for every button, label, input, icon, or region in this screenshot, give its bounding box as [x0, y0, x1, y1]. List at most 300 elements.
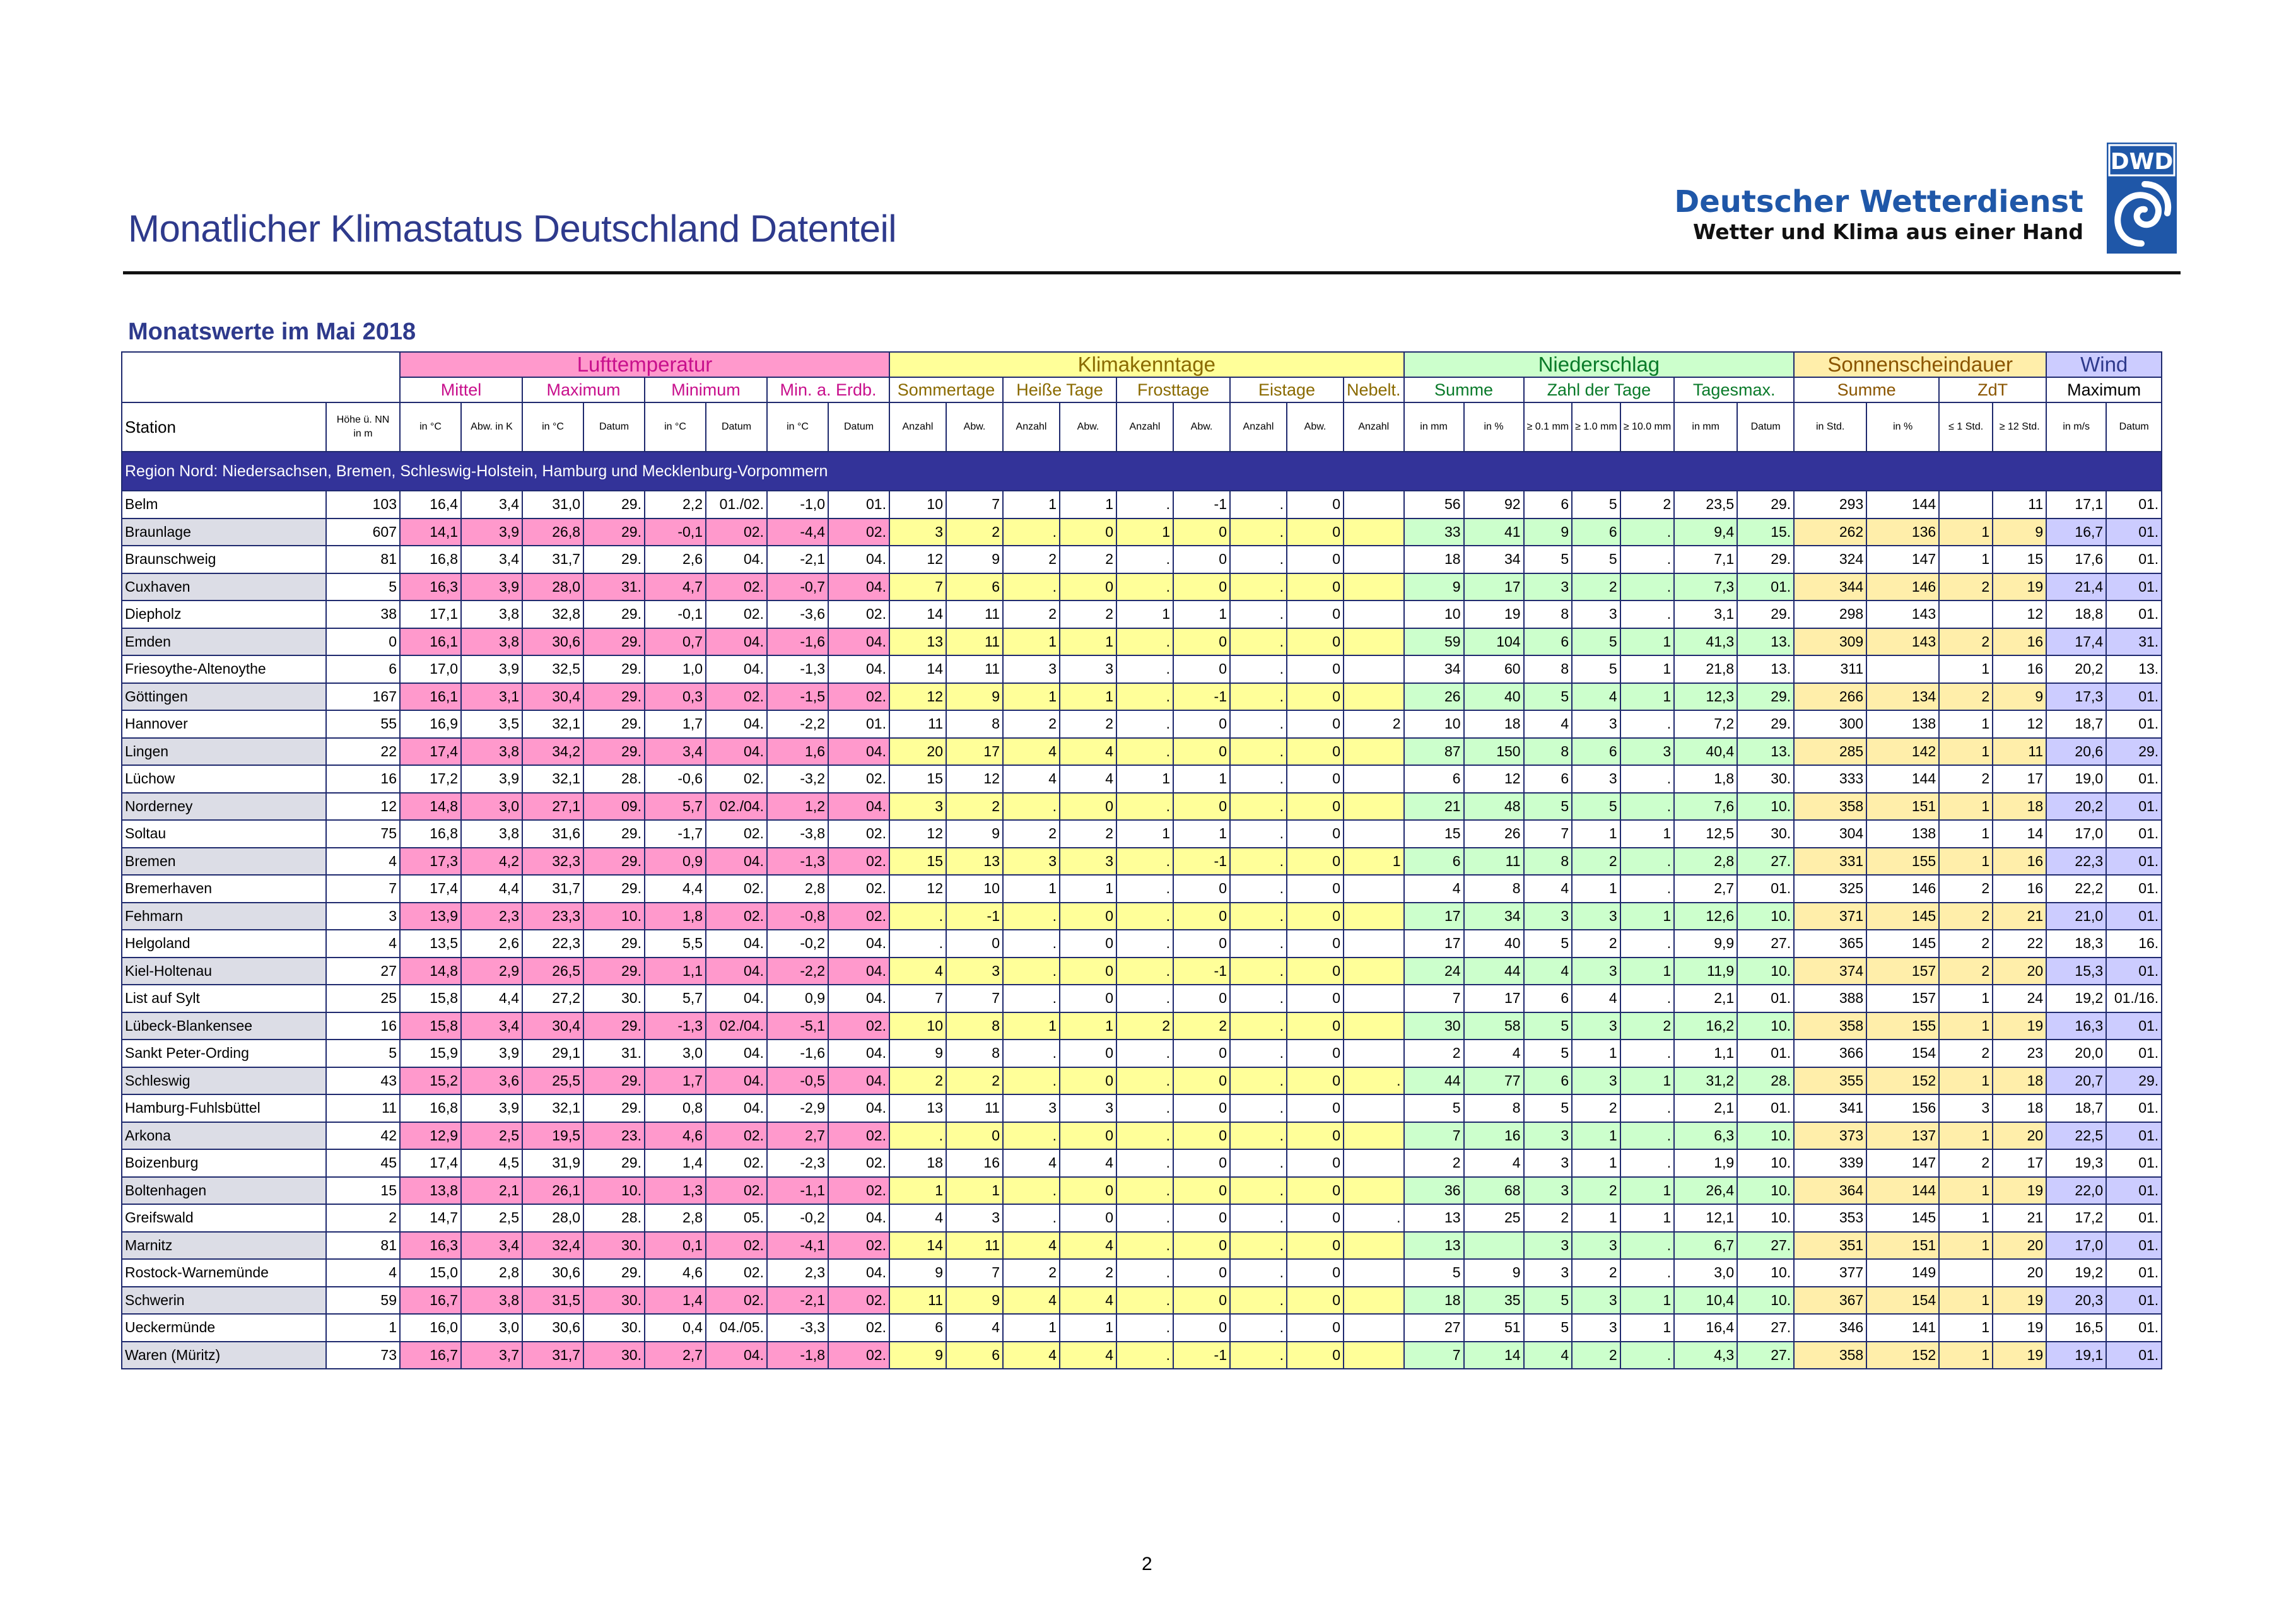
data-cell: -1	[1173, 683, 1230, 711]
data-cell: 5	[1524, 1040, 1573, 1067]
data-cell: 1	[1620, 1314, 1674, 1342]
data-cell: 1	[1620, 1067, 1674, 1095]
data-cell: 22	[1993, 930, 2046, 958]
data-cell: 34	[1464, 903, 1524, 930]
data-cell: 3,0	[645, 1040, 706, 1067]
data-cell: 29.	[583, 1259, 645, 1287]
data-cell	[1866, 655, 1939, 683]
data-cell: 02.	[828, 1149, 889, 1177]
data-cell: 4	[1524, 875, 1573, 903]
data-cell: -3,3	[767, 1314, 828, 1342]
data-cell: 1	[1173, 820, 1230, 848]
data-cell: 0	[1173, 1259, 1230, 1287]
data-cell: 3,9	[461, 519, 522, 546]
data-cell: 2,1	[1674, 985, 1737, 1012]
data-cell: 17	[1464, 573, 1524, 601]
data-cell: .	[1620, 573, 1674, 601]
data-cell: 04.	[828, 1259, 889, 1287]
data-cell: 2	[1620, 1012, 1674, 1040]
data-cell: 16,8	[400, 820, 461, 848]
data-cell: 24	[1993, 985, 2046, 1012]
data-cell	[1344, 875, 1404, 903]
data-cell: 02.	[706, 820, 767, 848]
data-cell: .	[1116, 1287, 1173, 1315]
data-cell: 134	[1866, 683, 1939, 711]
subgroup-maximum: Maximum	[522, 377, 645, 402]
data-cell: 04.	[828, 628, 889, 656]
data-cell: 1	[1173, 601, 1230, 628]
data-cell: 01.	[2106, 903, 2162, 930]
data-cell: 2,6	[461, 930, 522, 958]
data-cell: 1	[1939, 1067, 1993, 1095]
data-cell: 41,3	[1674, 628, 1737, 656]
data-cell: 30.	[1737, 820, 1794, 848]
data-cell: 7,3	[1674, 573, 1737, 601]
data-cell: 28.	[583, 1204, 645, 1232]
data-cell: 1	[1939, 1177, 1993, 1205]
data-cell: 10.	[1737, 1122, 1794, 1150]
table-row	[122, 875, 2162, 903]
data-cell: 32,8	[522, 601, 583, 628]
data-cell: -5,1	[767, 1012, 828, 1040]
data-cell: 10.	[1737, 1259, 1794, 1287]
data-cell: 7	[946, 491, 1003, 519]
data-cell: 143	[1866, 601, 1939, 628]
table-row	[122, 573, 2162, 601]
data-cell: -1	[1173, 848, 1230, 876]
data-cell: 92	[1464, 491, 1524, 519]
station-name: Arkona	[122, 1122, 326, 1150]
data-cell: 2	[1939, 683, 1993, 711]
unit-header-cell: Datum	[706, 402, 767, 452]
station-height: 59	[326, 1287, 400, 1315]
data-cell: -0,2	[767, 1204, 828, 1232]
data-cell: 0	[1173, 1040, 1230, 1067]
data-cell: 01.	[2106, 958, 2162, 985]
station-name: Lingen	[122, 738, 326, 766]
data-cell: 144	[1866, 765, 1939, 793]
data-cell: .	[1230, 1094, 1287, 1122]
data-cell: 0	[1173, 1232, 1230, 1260]
station-name: Waren (Müritz)	[122, 1342, 326, 1369]
data-cell: .	[1230, 1040, 1287, 1067]
subgroup-sommertage: Sommertage	[889, 377, 1003, 402]
data-cell: 10.	[1737, 903, 1794, 930]
data-cell: 12	[889, 546, 946, 573]
data-cell: 1	[1572, 1149, 1620, 1177]
data-cell: .	[1116, 655, 1173, 683]
unit-header-cell: ≥ 1.0 mm	[1572, 402, 1620, 452]
data-cell: 1	[889, 1177, 946, 1205]
data-cell: 1	[1003, 683, 1060, 711]
data-cell: -1,0	[767, 491, 828, 519]
data-cell: 3,4	[461, 546, 522, 573]
data-cell: 0	[1173, 930, 1230, 958]
data-cell: 355	[1794, 1067, 1866, 1095]
station-height: 15	[326, 1177, 400, 1205]
data-cell: -3,8	[767, 820, 828, 848]
data-cell: .	[1620, 1149, 1674, 1177]
data-cell: 6	[946, 1342, 1003, 1369]
data-cell: 18	[1993, 1067, 2046, 1095]
station-height: 1	[326, 1314, 400, 1342]
data-cell: 0	[1060, 958, 1116, 985]
data-cell: 3,9	[461, 573, 522, 601]
data-cell: .	[1620, 1094, 1674, 1122]
data-cell: .	[1116, 875, 1173, 903]
table-row	[122, 601, 2162, 628]
data-cell: 0	[1287, 1040, 1344, 1067]
table-row	[122, 1314, 2162, 1342]
data-cell: 1,7	[645, 1067, 706, 1095]
data-cell: .	[1230, 1067, 1287, 1095]
table-row	[122, 1232, 2162, 1260]
data-cell	[1344, 1122, 1404, 1150]
data-cell: 4,3	[1674, 1342, 1737, 1369]
data-cell: 5,7	[645, 985, 706, 1012]
data-cell: .	[1620, 848, 1674, 876]
data-cell: 13	[946, 848, 1003, 876]
station-name: Schwerin	[122, 1287, 326, 1315]
data-cell: .	[1116, 1122, 1173, 1150]
data-cell: 29.	[583, 930, 645, 958]
data-cell: 12	[1993, 710, 2046, 738]
data-cell: 14	[889, 601, 946, 628]
unit-header-cell: Abw.	[1287, 402, 1344, 452]
data-cell: 14,8	[400, 958, 461, 985]
data-cell: 20,6	[2046, 738, 2106, 766]
data-cell: .	[1116, 683, 1173, 711]
data-cell: .	[1230, 1204, 1287, 1232]
data-cell: 7	[1404, 985, 1464, 1012]
data-cell: 0	[1173, 903, 1230, 930]
station-height: 5	[326, 1040, 400, 1067]
table-row	[122, 765, 2162, 793]
data-cell: 9	[889, 1259, 946, 1287]
data-cell: -2,2	[767, 710, 828, 738]
data-cell: 13.	[1737, 655, 1794, 683]
data-cell: 6	[1524, 491, 1573, 519]
data-cell: 4,4	[461, 985, 522, 1012]
data-cell: .	[1230, 1177, 1287, 1205]
data-cell: 17	[946, 738, 1003, 766]
data-cell: 152	[1866, 1342, 1939, 1369]
data-cell	[1344, 793, 1404, 821]
data-cell: 3	[946, 1204, 1003, 1232]
data-cell: 0	[1287, 793, 1344, 821]
data-cell: 16,1	[400, 683, 461, 711]
data-cell: 0	[1287, 710, 1344, 738]
data-cell: 155	[1866, 1012, 1939, 1040]
data-cell: -0,8	[767, 903, 828, 930]
station-name: Marnitz	[122, 1232, 326, 1260]
data-cell: 12,6	[1674, 903, 1737, 930]
data-cell: -0,7	[767, 573, 828, 601]
data-cell: 3	[1524, 1177, 1573, 1205]
data-cell	[1344, 820, 1404, 848]
data-cell: 33	[1404, 519, 1464, 546]
station-height: 81	[326, 546, 400, 573]
data-cell: 16,9	[400, 710, 461, 738]
data-cell: 32,1	[522, 1094, 583, 1122]
data-cell: 13	[1404, 1232, 1464, 1260]
data-cell: 5	[1572, 491, 1620, 519]
data-cell	[1344, 546, 1404, 573]
data-cell: 4	[1003, 765, 1060, 793]
climate-table	[121, 351, 2162, 1369]
data-cell: 4	[1524, 1342, 1573, 1369]
data-cell: .	[1116, 710, 1173, 738]
data-cell: .	[1620, 546, 1674, 573]
data-cell: 136	[1866, 519, 1939, 546]
data-cell: 04.	[828, 985, 889, 1012]
data-cell: 26,1	[522, 1177, 583, 1205]
data-cell: 1	[1620, 655, 1674, 683]
data-cell: 3,4	[645, 738, 706, 766]
data-cell: 17	[1993, 1149, 2046, 1177]
data-cell: 2,7	[767, 1122, 828, 1150]
data-cell: 40	[1464, 683, 1524, 711]
data-cell: .	[1230, 655, 1287, 683]
data-cell: 27,2	[522, 985, 583, 1012]
data-cell: 15.	[1737, 519, 1794, 546]
data-cell: 10	[946, 875, 1003, 903]
data-cell: 01.	[1737, 985, 1794, 1012]
data-cell: 25	[1464, 1204, 1524, 1232]
data-cell: 1	[1620, 628, 1674, 656]
height-label-line1: Höhe ü. NN	[336, 414, 390, 425]
data-cell: 4	[1524, 958, 1573, 985]
data-cell: 377	[1794, 1259, 1866, 1287]
unit-header-cell: ≥ 12 Std.	[1993, 402, 2046, 452]
data-cell	[1344, 958, 1404, 985]
data-cell: 18	[1404, 1287, 1464, 1315]
station-height: 81	[326, 1232, 400, 1260]
data-cell: 30,4	[522, 1012, 583, 1040]
data-cell: 77	[1464, 1067, 1524, 1095]
data-cell: .	[1116, 491, 1173, 519]
data-cell: 20	[1993, 1232, 2046, 1260]
data-cell: 1	[1620, 1177, 1674, 1205]
data-cell: 12	[1464, 765, 1524, 793]
station-height: 4	[326, 930, 400, 958]
data-cell: -0,5	[767, 1067, 828, 1095]
data-cell	[1344, 985, 1404, 1012]
unit-header-cell: ≤ 1 Std.	[1939, 402, 1993, 452]
data-cell: 29.	[2106, 1067, 2162, 1095]
data-cell: 29.	[583, 546, 645, 573]
station-height: 11	[326, 1094, 400, 1122]
data-cell: .	[1344, 1067, 1404, 1095]
data-cell: 3,4	[461, 1012, 522, 1040]
data-cell: 28,0	[522, 1204, 583, 1232]
data-cell: 19,2	[2046, 985, 2106, 1012]
data-cell: 2	[1939, 903, 1993, 930]
data-cell: 7	[946, 985, 1003, 1012]
data-cell: 2	[1003, 1259, 1060, 1287]
data-cell: 17	[1404, 930, 1464, 958]
data-cell: 0	[1287, 848, 1344, 876]
data-cell: 02.	[828, 519, 889, 546]
data-cell: 17,2	[2046, 1204, 2106, 1232]
data-cell: 02.	[706, 875, 767, 903]
data-cell: 15	[889, 765, 946, 793]
data-cell: .	[1620, 793, 1674, 821]
data-cell: .	[1230, 573, 1287, 601]
data-cell: 10.	[1737, 958, 1794, 985]
station-height: 73	[326, 1342, 400, 1369]
data-cell: 1	[1939, 738, 1993, 766]
data-cell: 29.	[583, 820, 645, 848]
data-cell: .	[1116, 1259, 1173, 1287]
data-cell: 17	[1464, 985, 1524, 1012]
table-row	[122, 1287, 2162, 1315]
table-row	[122, 519, 2162, 546]
data-cell: 1,7	[645, 710, 706, 738]
data-cell: 0	[1173, 546, 1230, 573]
data-cell: 4	[1060, 738, 1116, 766]
data-cell: 4,6	[645, 1122, 706, 1150]
data-cell: .	[1003, 1040, 1060, 1067]
data-cell: 2	[1939, 958, 1993, 985]
station-height: 16	[326, 1012, 400, 1040]
data-cell: 17	[1404, 903, 1464, 930]
data-cell: 16,1	[400, 628, 461, 656]
data-cell: -4,4	[767, 519, 828, 546]
data-cell: 29.	[583, 655, 645, 683]
data-cell: -2,1	[767, 546, 828, 573]
data-cell: 30.	[583, 1287, 645, 1315]
data-cell: -1,8	[767, 1342, 828, 1369]
data-cell: 1	[1939, 1342, 1993, 1369]
data-cell: .	[1230, 1342, 1287, 1369]
data-cell: .	[1230, 875, 1287, 903]
data-cell: .	[1116, 1067, 1173, 1095]
data-cell: 26	[1404, 683, 1464, 711]
data-cell: 5	[1524, 1287, 1573, 1315]
data-cell: 9	[1464, 1259, 1524, 1287]
data-cell: 1	[1003, 628, 1060, 656]
data-cell: 27,1	[522, 793, 583, 821]
data-cell: 155	[1866, 848, 1939, 876]
data-cell: .	[1116, 1342, 1173, 1369]
data-cell: 04./05.	[706, 1314, 767, 1342]
data-cell: 11,9	[1674, 958, 1737, 985]
station-height: 607	[326, 519, 400, 546]
data-cell	[1344, 1177, 1404, 1205]
data-cell: 01.	[2106, 1012, 2162, 1040]
group-days: Klimakenntage	[889, 352, 1404, 377]
data-cell: 9	[946, 820, 1003, 848]
data-cell: 3	[1572, 601, 1620, 628]
data-cell: 7	[889, 985, 946, 1012]
data-cell: 156	[1866, 1094, 1939, 1122]
data-cell: .	[1230, 1012, 1287, 1040]
data-cell: 29.	[583, 601, 645, 628]
data-cell: .	[1003, 1122, 1060, 1150]
data-cell: 29.	[2106, 738, 2162, 766]
data-cell: 31,9	[522, 1149, 583, 1177]
data-cell: 11	[946, 1094, 1003, 1122]
data-cell: 6	[946, 573, 1003, 601]
data-cell: 2,8	[645, 1204, 706, 1232]
data-cell: 8	[1524, 738, 1573, 766]
subgroup-nebeltage: Nebelt.	[1344, 377, 1404, 402]
station-name: Emden	[122, 628, 326, 656]
data-cell: 0	[1287, 1259, 1344, 1287]
data-cell: 4	[1003, 1149, 1060, 1177]
data-cell: 10,4	[1674, 1287, 1737, 1315]
data-cell: 04.	[706, 1094, 767, 1122]
unit-header-cell: in %	[1866, 402, 1939, 452]
data-cell: 14	[889, 1232, 946, 1260]
data-cell: 152	[1866, 1067, 1939, 1095]
data-cell: 0	[1173, 1122, 1230, 1150]
data-cell: 1	[1572, 1204, 1620, 1232]
data-cell: 18,7	[2046, 1094, 2106, 1122]
data-cell: -4,1	[767, 1232, 828, 1260]
data-cell: 04.	[828, 546, 889, 573]
data-cell: 2	[1060, 601, 1116, 628]
data-cell: 4,4	[461, 875, 522, 903]
data-cell: 1	[1116, 601, 1173, 628]
data-cell: 2	[1572, 1094, 1620, 1122]
subgroup-zdt: ZdT	[1939, 377, 2046, 402]
data-cell: 7	[1524, 820, 1573, 848]
data-cell: 12	[1993, 601, 2046, 628]
data-cell: 15	[1404, 820, 1464, 848]
data-cell: 01.	[828, 710, 889, 738]
data-cell: 18,7	[2046, 710, 2106, 738]
data-cell: 143	[1866, 628, 1939, 656]
data-cell: 56	[1404, 491, 1464, 519]
group-precip: Niederschlag	[1404, 352, 1795, 377]
data-cell: 1	[1939, 1287, 1993, 1315]
data-cell: 0	[1287, 683, 1344, 711]
data-cell: 2	[1939, 765, 1993, 793]
data-cell: .	[1116, 793, 1173, 821]
data-cell: 34	[1464, 546, 1524, 573]
data-cell: 19	[1993, 1314, 2046, 1342]
logo-name: Deutscher Wetterdienst	[1674, 184, 2083, 220]
data-cell: 01.	[1737, 1040, 1794, 1067]
data-cell: 0	[1287, 985, 1344, 1012]
data-cell: 1	[1060, 491, 1116, 519]
data-cell: 15,0	[400, 1259, 461, 1287]
data-cell: 4	[1524, 710, 1573, 738]
station-height: 38	[326, 601, 400, 628]
data-cell: 13,8	[400, 1177, 461, 1205]
data-cell: 31,7	[522, 546, 583, 573]
unit-header-cell: Datum	[2106, 402, 2162, 452]
data-cell: 1	[1060, 875, 1116, 903]
data-cell: .	[1003, 903, 1060, 930]
data-cell: 4	[889, 958, 946, 985]
station-name: List auf Sylt	[122, 985, 326, 1012]
data-cell: 16,7	[400, 1342, 461, 1369]
data-cell: .	[889, 930, 946, 958]
data-cell: 1,4	[645, 1149, 706, 1177]
data-cell: 17,2	[400, 765, 461, 793]
data-cell: 0	[1173, 1314, 1230, 1342]
station-name: Kiel-Holtenau	[122, 958, 326, 985]
data-cell: .	[1230, 491, 1287, 519]
data-cell: 1,1	[1674, 1040, 1737, 1067]
data-cell: 367	[1794, 1287, 1866, 1315]
data-cell: 20,2	[2046, 655, 2106, 683]
data-cell: .	[1116, 1177, 1173, 1205]
data-cell: 13	[889, 628, 946, 656]
